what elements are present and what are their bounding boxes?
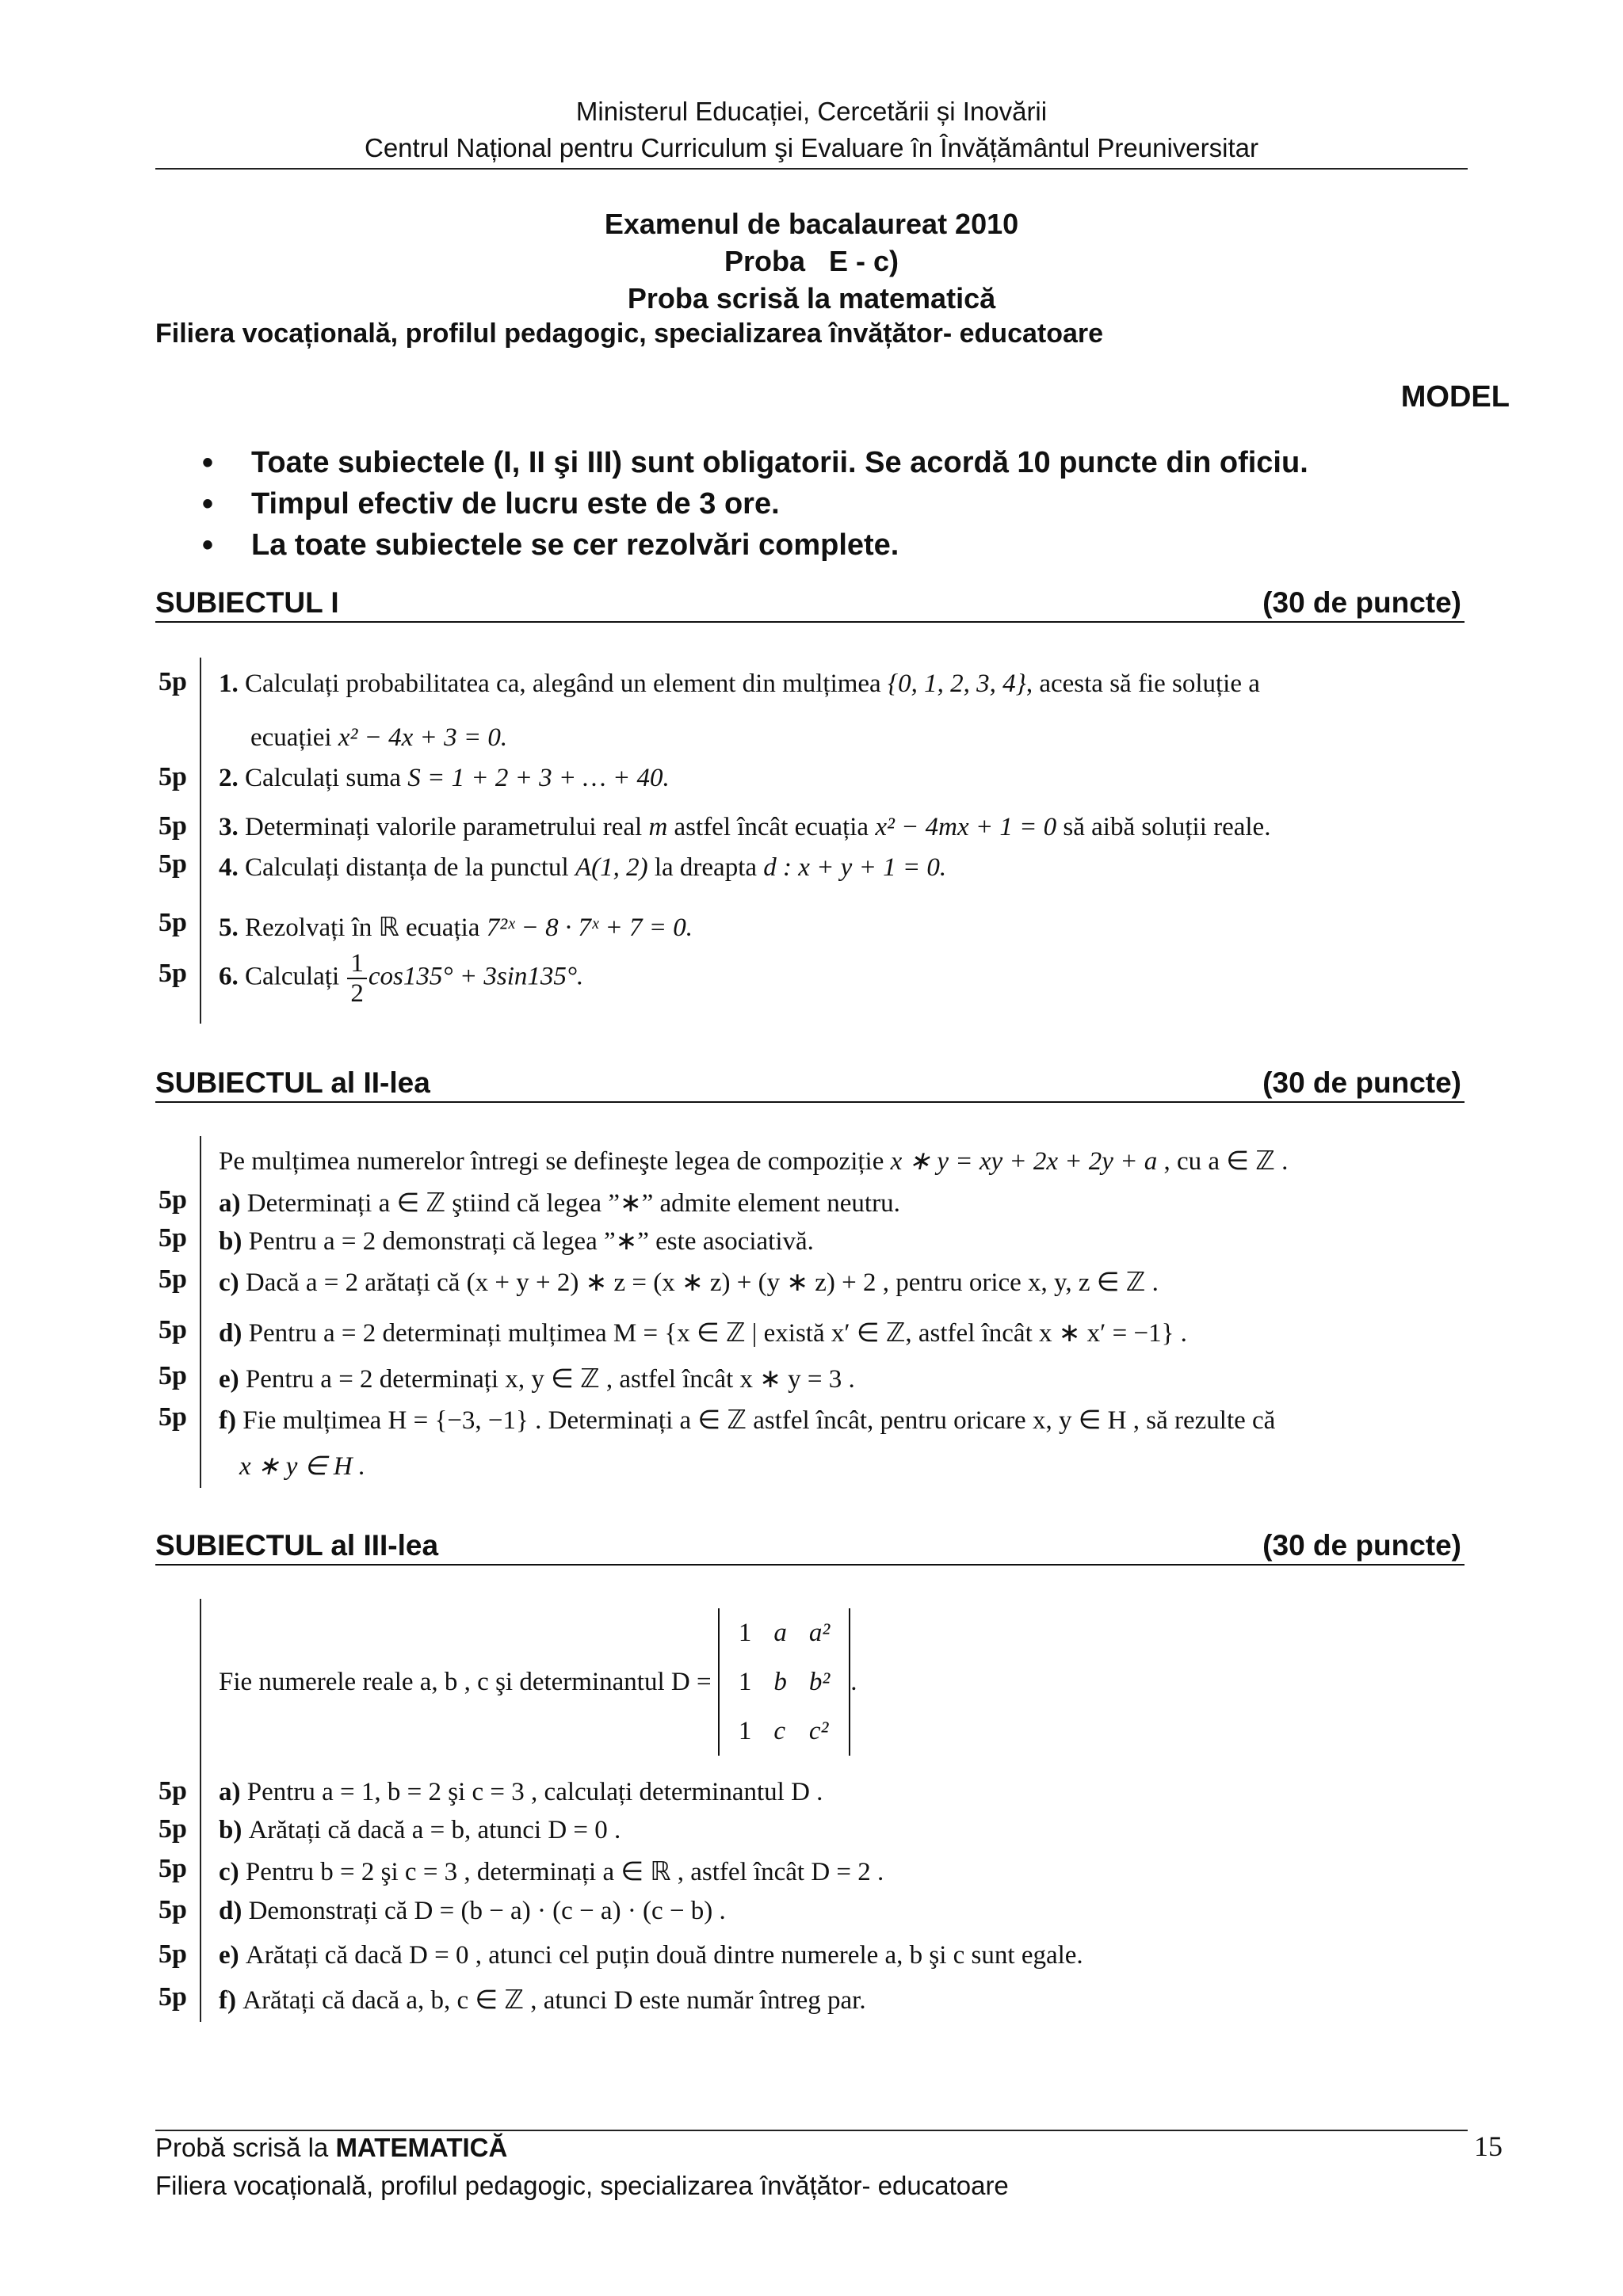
section-3-title: SUBIECTUL al III-lea — [155, 1529, 439, 1562]
exam-subject: Proba scrisă la matematică — [627, 282, 996, 315]
footer-track: Filiera vocațională, profilul pedagogic, specializarea învățător- educatoare — [155, 2171, 1009, 2200]
footer-subject: Probă scrisă la MATEMATICĂ — [155, 2133, 508, 2162]
points-s2-a: 5p — [158, 1185, 187, 1215]
s3-item-a: a) Pentru a = 1, b = 2 şi c = 3 , calculați determinantul D . — [219, 1778, 823, 1806]
model-label: MODEL — [1400, 380, 1510, 414]
section-3-heading — [155, 1529, 1465, 1566]
section-3-points: (30 de puncte) — [1262, 1529, 1461, 1562]
s3-item-c: c) Pentru b = 2 şi c = 3 , determinați a ∈ ℝ , astfel încât D = 2 . — [219, 1858, 884, 1886]
points-q3: 5p — [158, 811, 187, 841]
section-2-margin-bar — [200, 1136, 201, 1488]
rule-item: • Toate subiectele (I, II şi III) sunt obligatorii. Se acordă 10 puncte din oficiu. — [202, 442, 1308, 483]
s2-item-b: b) Pentru a = 2 demonstrați că legea ”∗” este asociativă. — [219, 1227, 814, 1256]
points-s3-a: 5p — [158, 1776, 187, 1806]
section-3-margin-bar — [200, 1599, 201, 2022]
s3-item-d: d) Demonstrați că D = (b − a) · (c − a) · (c − b) . — [219, 1897, 726, 1925]
page-number: 15 — [1474, 2130, 1503, 2162]
s1-question-1-cont: ecuației x² − 4x + 3 = 0. — [250, 723, 508, 752]
section-1-margin-bar — [200, 658, 201, 1024]
header-rule — [155, 168, 1468, 170]
section-2-heading — [155, 1066, 1465, 1103]
exam-track: Filiera vocațională, profilul pedagogic, specializarea învățător- educatoare — [155, 318, 1104, 349]
section-1-title: SUBIECTUL I — [155, 586, 339, 619]
rule-item: • La toate subiectele se cer rezolvări complete. — [202, 524, 1308, 566]
points-q5: 5p — [158, 908, 187, 937]
s1-question-6: 6. Calculați $\frac{1}{2}$ cos135° + 3sin135°. — [219, 949, 584, 1008]
exam-title: Examenul de bacalaureat 2010 — [604, 208, 1019, 240]
s1-question-4: 4. Calculați distanța de la punctul A(1, 2) la dreapta d : x + y + 1 = 0. — [219, 853, 947, 882]
s3-item-b: b) Arătați că dacă a = b, atunci D = 0 . — [219, 1816, 621, 1844]
s3-item-e: e) Arătați că dacă D = 0 , atunci cel puțin două dintre numerele a, b şi c sunt egale. — [219, 1941, 1083, 1970]
points-s2-c: 5p — [158, 1264, 187, 1294]
s3-item-f: f) Arătați că dacă a, b, c ∈ ℤ , atunci D este număr întreg par. — [219, 1986, 866, 2015]
s1-question-3: 3. Determinați valorile parametrului real m astfel încât ecuația x² − 4mx + 1 = 0 să aibă soluții reale. — [219, 813, 1271, 841]
section-2-title: SUBIECTUL al II-lea — [155, 1066, 430, 1099]
points-q2: 5p — [158, 762, 187, 791]
s2-item-a: a) Determinați a ∈ ℤ ştiind că legea ”∗” admite element neutru. — [219, 1189, 900, 1218]
s2-item-c: c) Dacă a = 2 arătați că (x + y + 2) ∗ z = (x ∗ z) + (y ∗ z) + 2 , pentru orice x, y, z ∈ ℤ . — [219, 1268, 1159, 1297]
s1-question-2: 2. Calculați suma S = 1 + 2 + 3 + … + 40. — [219, 764, 670, 792]
points-s2-b: 5p — [158, 1223, 187, 1253]
s1-question-1: 1. Calculați probabilitatea ca, alegând un element din mulțimea {0, 1, 2, 3, 4}, acesta să fie soluție a — [219, 669, 1260, 698]
s2-item-e: e) Pentru a = 2 determinați x, y ∈ ℤ , astfel încât x ∗ y = 3 . — [219, 1365, 855, 1394]
points-q4: 5p — [158, 849, 187, 879]
footer-rule — [155, 2130, 1468, 2131]
points-s2-d: 5p — [158, 1315, 187, 1344]
section-1-heading — [155, 586, 1465, 623]
section-2-points: (30 de puncte) — [1262, 1066, 1461, 1099]
rules-list — [202, 442, 1308, 566]
s2-item-f: f) Fie mulțimea H = {−3, −1} . Determinați a ∈ ℤ astfel încât, pentru oricare x, y ∈ H , să rezulte că — [219, 1406, 1276, 1435]
section-1-points: (30 de puncte) — [1262, 586, 1461, 619]
points-s3-f: 5p — [158, 1982, 187, 2012]
points-q6: 5p — [158, 959, 187, 988]
points-s3-c: 5p — [158, 1854, 187, 1883]
s3-intro: Fie numerele reale a, b , c şi determinantul D = 1 a a² 1 b b² 1 c c² . — [219, 1608, 857, 1756]
s1-question-5: 5. Rezolvați în ℝ ecuația 7²ˣ − 8 · 7ˣ + 7 = 0. — [219, 913, 693, 942]
rule-item: • Timpul efectiv de lucru este de 3 ore. — [202, 483, 1308, 524]
exam-proba: Proba E - c) — [724, 245, 899, 277]
points-q1: 5p — [158, 667, 187, 696]
s2-item-d: d) Pentru a = 2 determinați mulțimea M = {x ∈ ℤ | există x′ ∈ ℤ, astfel încât x ∗ x′ = −1} . — [219, 1319, 1187, 1348]
points-s3-e: 5p — [158, 1939, 187, 1969]
points-s3-b: 5p — [158, 1814, 187, 1844]
header-center: Centrul Național pentru Curriculum şi Evaluare în Învățământul Preuniversitar — [364, 133, 1258, 162]
header-ministry: Ministerul Educației, Cercetării și Inovării — [575, 97, 1048, 126]
points-s2-f: 5p — [158, 1402, 187, 1432]
points-s2-e: 5p — [158, 1361, 187, 1390]
points-s3-d: 5p — [158, 1895, 187, 1924]
s2-intro: Pe mulțimea numerelor întregi se defineşte legea de compoziție x ∗ y = xy + 2x + 2y + a , cu a ∈ ℤ . — [219, 1147, 1289, 1176]
s2-item-f-cont: x ∗ y ∈ H . — [239, 1452, 366, 1481]
determinant-matrix: 1 a a² 1 b b² 1 c c² — [718, 1608, 850, 1756]
fraction-one-half: $\frac{1}{2}$ — [347, 949, 367, 1008]
